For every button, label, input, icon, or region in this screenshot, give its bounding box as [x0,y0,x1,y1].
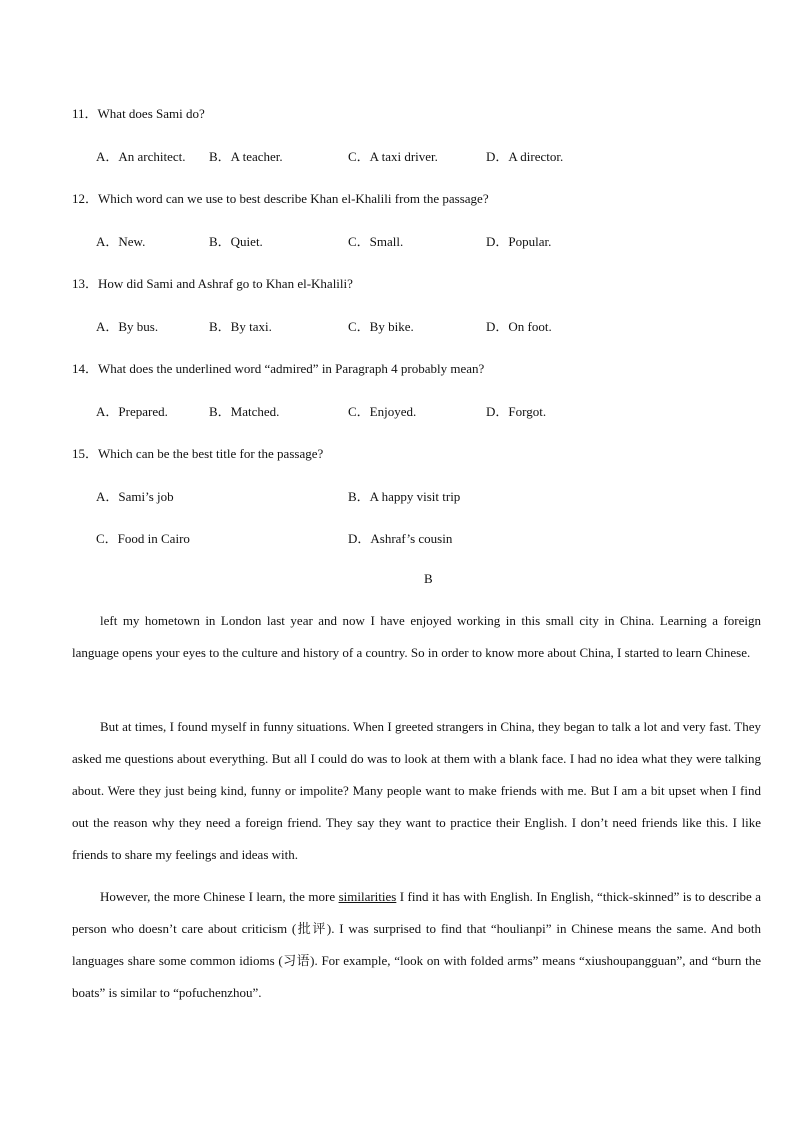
option-d: D．Forgot. [486,404,547,419]
question-text: What does Sami do? [97,106,205,121]
passage-paragraph-3 [72,881,761,1009]
option-c: C．Enjoyed. [348,404,417,419]
question-text: Which can be the best title for the passage? [98,446,324,461]
question-11 [72,103,205,122]
paragraph-text: However, the more Chinese I learn, the more [100,889,339,904]
option-a: A．Sami’s job [96,489,174,504]
option-b: B．A teacher. [209,149,283,164]
question-15 [72,443,323,462]
section-title: B [424,571,433,586]
question-14 [72,358,484,377]
question-number: 13． [72,276,99,291]
option-a: A．New. [96,234,146,249]
question-text: Which word can we use to best describe Khan el-Khalili from the passage? [98,191,489,206]
passage-paragraph-2: But at times, I found myself in funny situations. When I greeted strangers in China, they began to talk a lot and very fast. They asked me questions about everything. But all I could do was to look at them with a blank face. I had no idea what they were talking about. Were they just being kind, funny or impolite? Many people want to make friends with me. But I am a bit upset when I find out the reason why they need a foreign friend. They say they want to practice their English. I don’t need friends like this. I like friends to share my feelings and ideas with. [72,719,761,862]
passage-paragraph-1: left my hometown in London last year and now I have enjoyed working in this small city in China. Learning a foreign language opens your eyes to the culture and history of a country. So in order to know more about China, I started to learn Chinese. [72,613,761,660]
option-d: D．Ashraf’s cousin [348,531,453,546]
option-b: B．Matched. [209,404,280,419]
option-c: C．A taxi driver. [348,149,438,164]
question-number: 15． [72,446,99,461]
option-b: B．A happy visit trip [348,489,461,504]
option-c: C．By bike. [348,319,414,334]
option-b: B．Quiet. [209,234,263,249]
option-a: A．By bus. [96,319,159,334]
question-text: How did Sami and Ashraf go to Khan el-Khalili? [98,276,353,291]
option-c: C．Food in Cairo [96,531,190,546]
question-12 [72,188,489,207]
option-c: C．Small. [348,234,404,249]
question-number: 11． [72,106,98,121]
option-b: B．By taxi. [209,319,272,334]
question-text: What does the underlined word “admired” in Paragraph 4 probably mean? [98,361,485,376]
paragraph-text: I find it has with English. In English, “thick-skinned” is to describe a person who doesn’t care about criticism (批评). I was surprised to find that “houlianpi” in Chinese means the same. And both languages share some common idioms (习语). For example, “look on with folded arms” means “xiushoupangguan”, and “burn the boats” is similar to “pofuchenzhou”. [72,889,761,1000]
option-a: A．An architect. [96,149,186,164]
question-number: 14． [72,361,99,376]
underlined-word: similarities [338,889,397,904]
option-d: D．Popular. [486,234,552,249]
option-a: A．Prepared. [96,404,168,419]
question-number: 12． [72,191,99,206]
option-d: D．A director. [486,149,564,164]
option-d: D．On foot. [486,319,552,334]
question-13 [72,273,353,292]
